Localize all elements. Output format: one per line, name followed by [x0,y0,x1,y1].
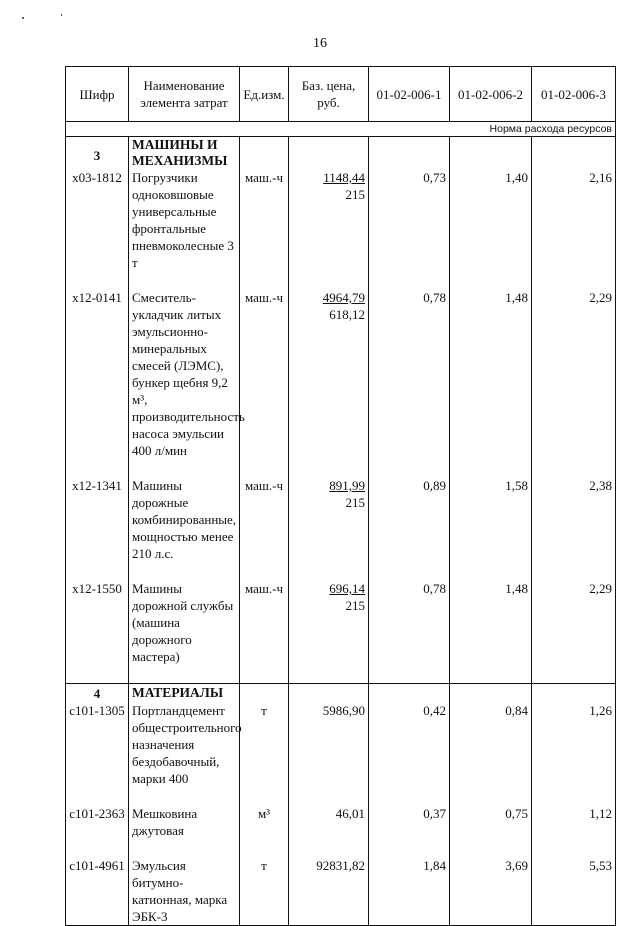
norm-3-cell: 2,29 [532,580,616,665]
norm-2-cell: 0,75 [450,805,532,839]
header-norm-3: 01-02-006-3 [532,67,616,122]
norm-2-cell: 1,58 [450,477,532,562]
empty-cell [289,684,369,703]
name-cell: Портландцемент общестроительного назначения бездобавочный, марки 400 [129,702,240,787]
norm-label-row [66,122,616,137]
norm-1-cell: 0,73 [369,169,450,271]
header-row [66,67,616,122]
price-secondary: 215 [345,187,365,202]
norm-3-cell: 2,38 [532,477,616,562]
unit-cell: маш.-ч [240,169,289,271]
empty-cell [289,137,369,170]
scan-speck [22,17,24,19]
price-value: 4964,79 [322,290,365,305]
header-price: Баз. цена, руб. [289,67,369,122]
price-cell [289,580,369,665]
table-row [66,289,616,459]
section-number: 4 [93,686,101,701]
norm-1-cell: 0,78 [369,289,450,459]
table-row [66,857,616,926]
header-name: Наименование элемента затрат [129,67,240,122]
norm-1-cell: 0,37 [369,805,450,839]
norm-3-cell: 5,53 [532,857,616,926]
name-cell: Машины дорожные комбинированные, мощностью менее 210 л.с. [129,477,240,562]
empty-cell [450,137,532,170]
code-cell: с101-1305 [66,702,129,787]
code-cell: с101-2363 [66,805,129,839]
spacer-row [66,665,616,684]
norm-1-cell: 0,78 [369,580,450,665]
empty-cell [240,137,289,170]
code-cell: х12-1341 [66,477,129,562]
page-number: 16 [313,36,327,51]
spacer-row [66,787,616,805]
unit-cell: м³ [240,805,289,839]
table-row [66,580,616,665]
norm-2-cell: 1,40 [450,169,532,271]
price-value: 1148,44 [323,170,365,185]
spacer-row [66,562,616,580]
norm-2-cell: 3,69 [450,857,532,926]
section-number-cell [66,137,129,170]
section-title: МАТЕРИАЛЫ [129,684,240,703]
price-cell [289,289,369,459]
empty-cell [240,684,289,703]
spacer-row [66,839,616,857]
norm-1-cell: 0,89 [369,477,450,562]
unit-cell: маш.-ч [240,580,289,665]
price-cell: 46,01 [289,805,369,839]
header-norm-1: 01-02-006-1 [369,67,450,122]
norm-1-cell: 1,84 [369,857,450,926]
unit-cell: т [240,857,289,926]
norm-1-cell: 0,42 [369,702,450,787]
name-cell: Смеситель-укладчик литых эмульсионно-минеральных смесей (ЛЭМС), бункер щебня 9,2 м³, производительность насоса эмульсии 400 л/мин [129,289,240,459]
unit-cell: маш.-ч [240,477,289,562]
price-cell [289,169,369,271]
price-cell: 5986,90 [289,702,369,787]
name-cell: Погрузчики одноковшовые универсальные фронтальные пневмоколесные 3 т [129,169,240,271]
name-cell: Мешковина джутовая [129,805,240,839]
table-row [66,169,616,271]
norm-label: Норма расхода ресурсов [66,122,616,137]
price-secondary: 215 [345,598,365,613]
price-value: 891,99 [329,478,365,493]
section-number-cell [66,684,129,703]
price-cell: 92831,82 [289,857,369,926]
norm-3-cell: 2,29 [532,289,616,459]
name-cell: Эмульсия битумно-катионная, марка ЭБК-3 [129,857,240,926]
header-unit: Ед.изм. [240,67,289,122]
price-secondary: 215 [345,495,365,510]
spacer-row [66,271,616,289]
norm-2-cell: 1,48 [450,289,532,459]
code-cell: х03-1812 [66,169,129,271]
section-row [66,684,616,703]
norm-3-cell: 1,26 [532,702,616,787]
norm-2-cell: 0,84 [450,702,532,787]
price-secondary: 618,12 [329,307,365,322]
price-cell [289,477,369,562]
empty-cell [532,137,616,170]
table-row [66,702,616,787]
code-cell: с101-4961 [66,857,129,926]
section-row [66,137,616,170]
resource-table [65,66,616,926]
price-value: 696,14 [329,581,365,596]
norm-3-cell: 1,12 [532,805,616,839]
empty-cell [369,137,450,170]
spacer-row [66,459,616,477]
norm-2-cell: 1,48 [450,580,532,665]
empty-cell [369,684,450,703]
name-cell: Машины дорожной службы (машина дорожного мастера) [129,580,240,665]
empty-cell [532,684,616,703]
header-norm-2: 01-02-006-2 [450,67,532,122]
code-cell: х12-1550 [66,580,129,665]
code-cell: х12-0141 [66,289,129,459]
table-row [66,477,616,562]
empty-cell [450,684,532,703]
unit-cell: т [240,702,289,787]
section-title: МАШИНЫ И МЕХАНИЗМЫ [129,137,240,170]
table-row [66,805,616,839]
header-code: Шифр [66,67,129,122]
unit-cell: маш.-ч [240,289,289,459]
section-number: 3 [93,148,101,163]
scan-speck [61,14,62,16]
norm-3-cell: 2,16 [532,169,616,271]
